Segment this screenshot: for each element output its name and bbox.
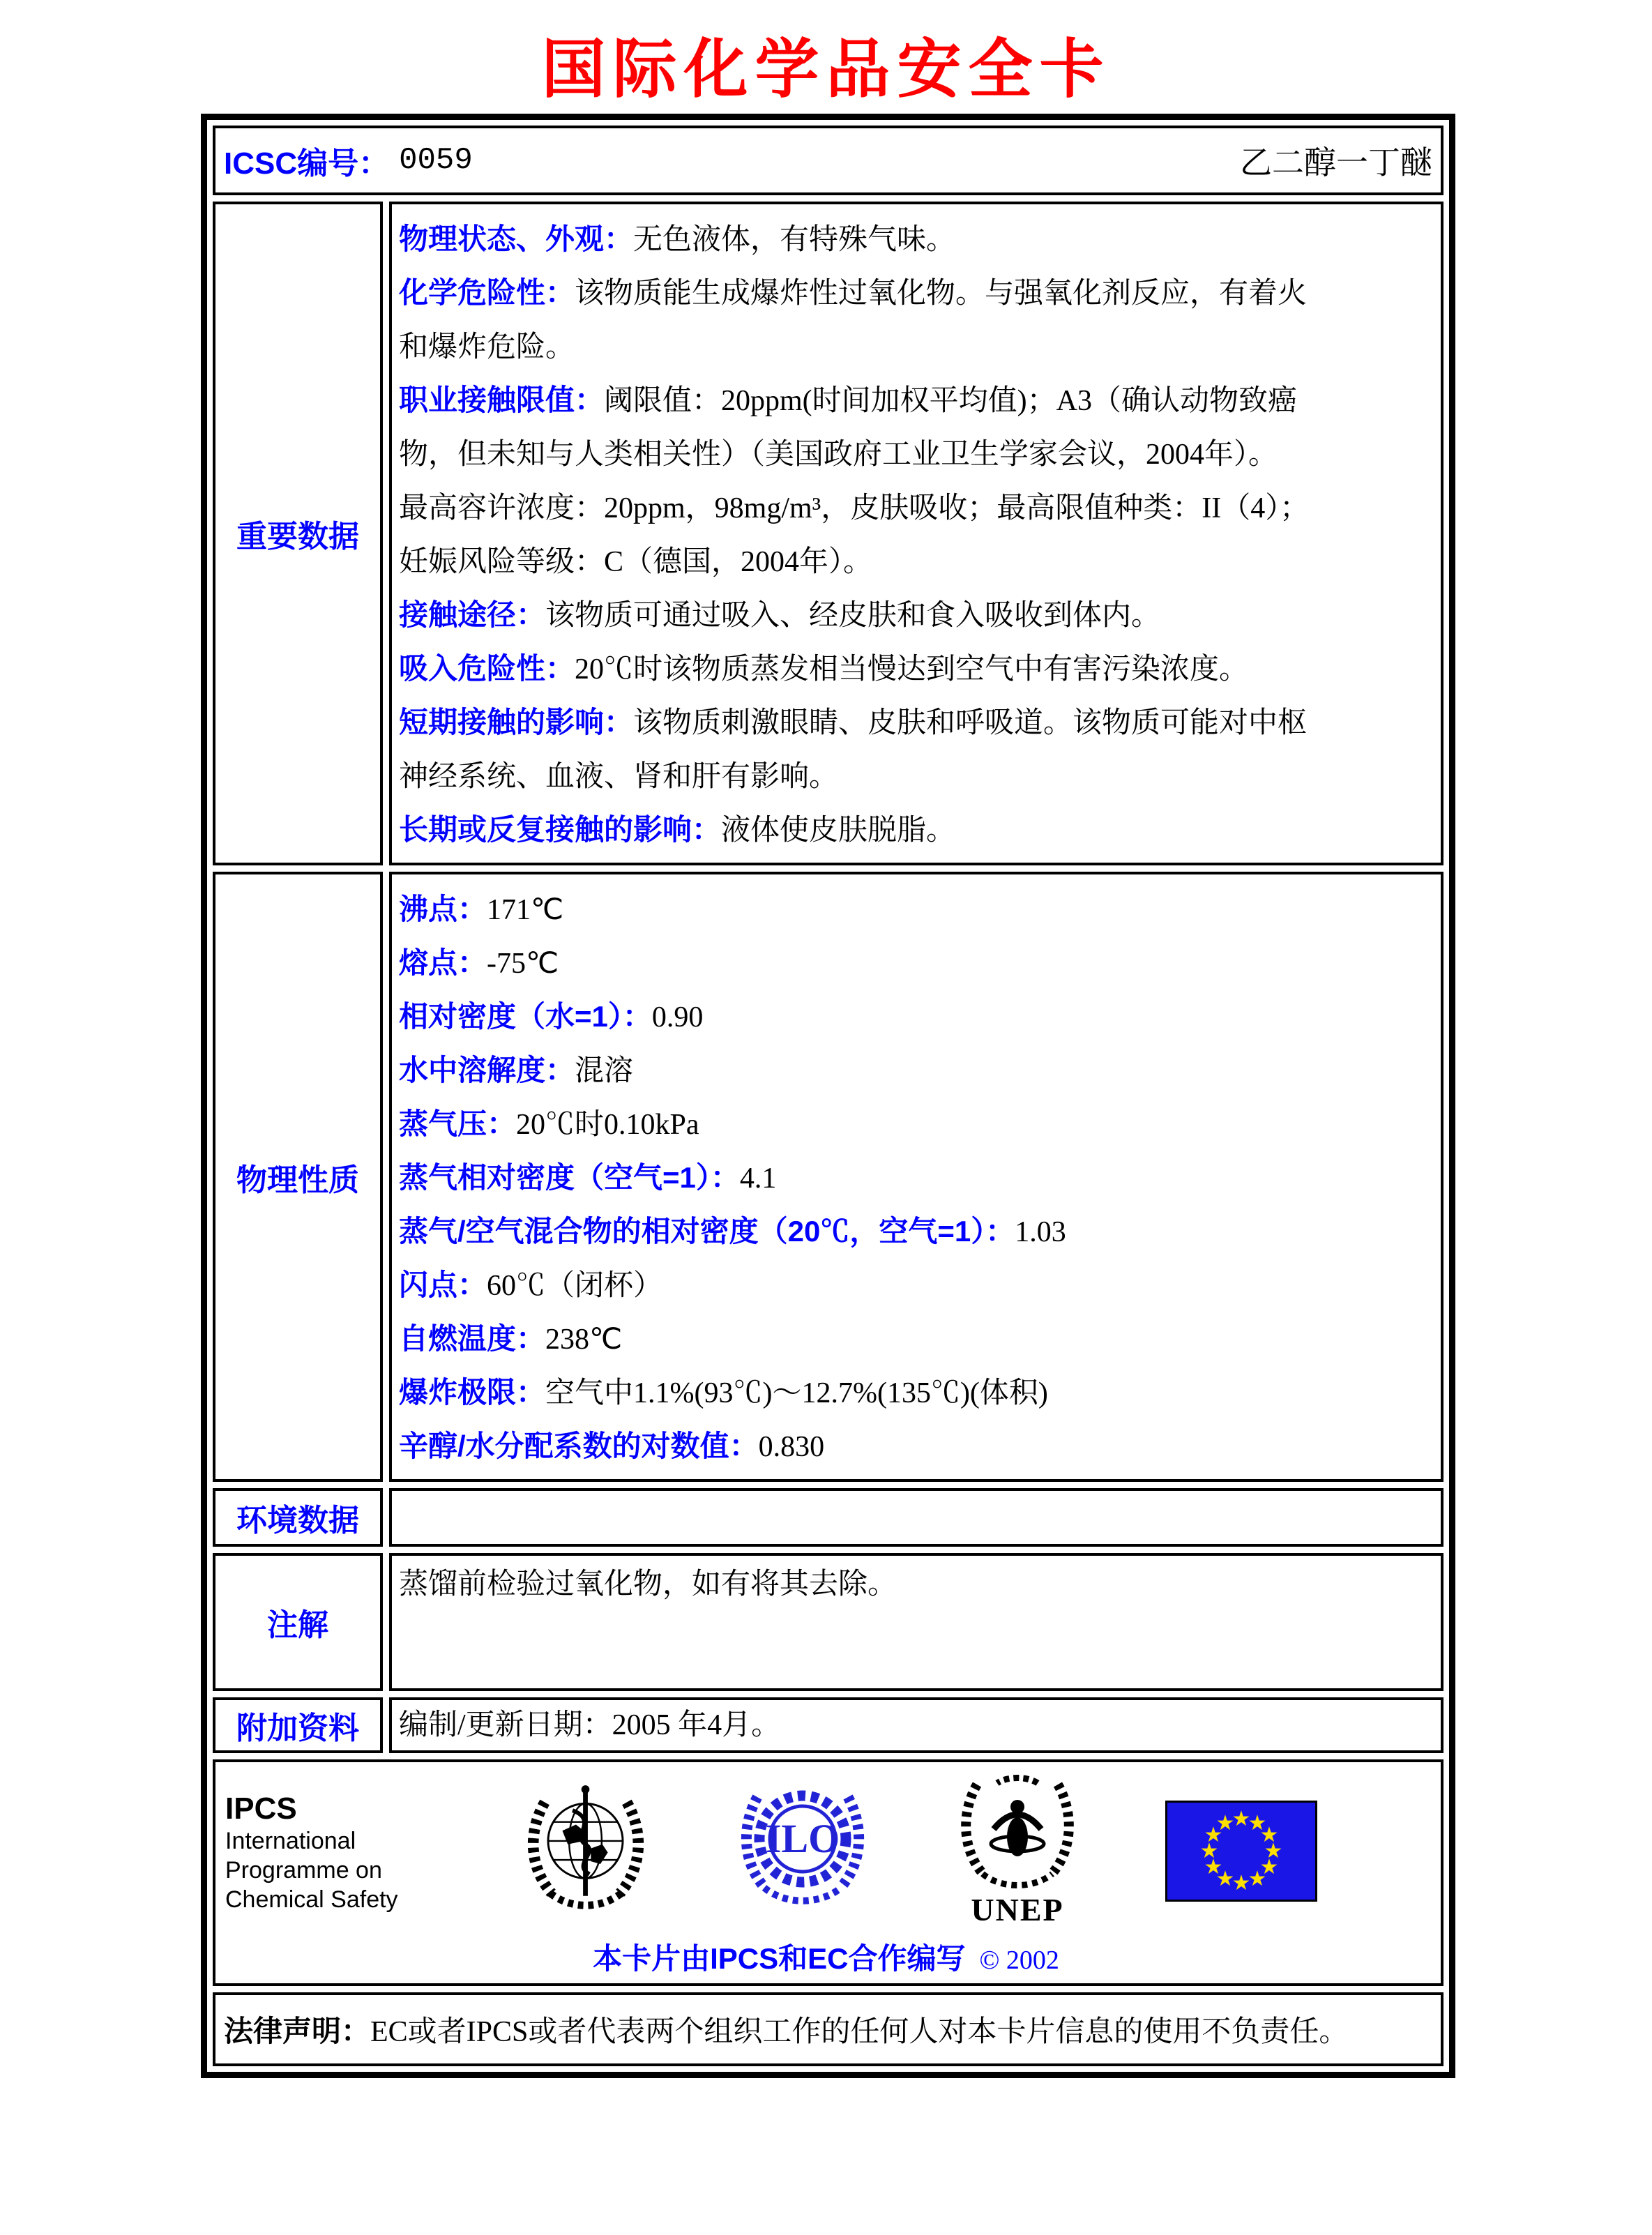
data-line [399,1420,1437,1473]
icsc-number-value: 0059 [399,143,473,178]
data-line [399,213,1437,266]
environment-data-text [392,1491,1441,1505]
substance-name: 乙二醇一丁醚 [1240,145,1432,181]
data-line [399,1098,1437,1151]
notes-side [213,1553,383,1691]
environment-data-row [213,1488,1443,1547]
field-value: 20℃时该物质蒸发相当慢达到空气中有害污染浓度。 [575,653,1249,685]
field-label: 蒸气/空气混合物的相对密度（20℃，空气=1）： [399,1215,1015,1248]
legal-notice-row [213,1992,1443,2066]
field-label: 自燃温度： [399,1322,546,1355]
svg-text:★: ★ [1232,1807,1251,1831]
field-value: 和爆炸危险。 [399,331,575,363]
field-value: 该物质可通过吸入、经皮肤和食入吸收到体内。 [545,600,1161,632]
field-label: 接触途径： [399,598,546,631]
field-value: 该物质能生成爆炸性过氧化物。与强氧化剂反应，有着火 [575,278,1308,310]
field-value: 物，但未知与人类相关性）（美国政府工业卫生学家会议，2004年）。 [399,439,1278,471]
addendum-row [213,1697,1443,1753]
svg-text:★: ★ [1232,1871,1251,1895]
data-line [399,374,1437,427]
environment-data-content [389,1488,1443,1547]
ipcs-subtitle-line: International [225,1827,356,1854]
icsc-number-label: ICSC编号： [224,146,390,181]
data-line [399,1205,1437,1259]
field-value: 阈限值：20ppm(时间加权平均值)；A3（确认动物致癌 [604,385,1297,417]
field-label: 熔点： [399,946,487,979]
svg-text:★: ★ [1259,1823,1279,1847]
field-value: 4.1 [739,1162,777,1195]
field-value: 空气中1.1%(93℃)～12.7%(135℃)(体积) [545,1377,1048,1409]
field-label: 沸点： [399,893,487,925]
copyright-text: © 2002 [979,1946,1059,1975]
field-label: 闪点： [399,1268,487,1301]
field-label: 爆炸极限： [399,1376,546,1409]
important-data-label: 重要数据 [236,520,359,554]
svg-text:★: ★ [1248,1811,1267,1835]
data-line [399,1044,1437,1098]
field-value: 最高容许浓度：20ppm，98mg/m³，皮肤吸收；最高限值种类：II（4）； [399,492,1310,524]
legal-notice-text: EC或者IPCS或者代表两个组织工作的任何人对本卡片信息的使用不负责任。 [370,2016,1349,2048]
ipcs-block [225,1791,434,1914]
field-value: 60℃（闭杯） [487,1270,663,1302]
header-row [213,126,1443,195]
field-label: 短期接触的影响： [399,706,634,738]
field-label: 辛醇/水分配系数的对数值： [399,1430,759,1462]
credit-text: 本卡片由IPCS和EC合作编写 [593,1942,966,1975]
field-label: 职业接触限值： [399,384,605,416]
svg-text:★: ★ [1215,1867,1235,1891]
eu-flag-icon [1165,1801,1317,1905]
physical-properties-content [389,872,1443,1482]
data-line [399,589,1437,642]
notes-label: 注解 [267,1608,328,1642]
field-value: -75℃ [487,948,559,980]
field-label: 蒸气压： [399,1107,517,1140]
data-line [399,266,1437,320]
data-line [399,1259,1437,1312]
field-value: 混溶 [575,1055,634,1087]
ilo-logo-icon [736,1780,869,1926]
organizations-row [213,1759,1443,1986]
field-value: 1.03 [1015,1216,1066,1248]
credit-line [225,1936,1427,1978]
svg-text:★: ★ [1259,1855,1279,1879]
svg-text:★: ★ [1248,1867,1267,1891]
data-line [399,990,1437,1044]
data-line [399,750,1437,803]
addendum-label: 附加资料 [236,1711,359,1745]
ilo-logo-text: ILO [766,1815,840,1861]
physical-properties-row [213,872,1443,1482]
environment-data-label: 环境数据 [236,1503,359,1538]
field-label: 吸入危险性： [399,652,575,685]
legal-notice-label: 法律声明： [224,2015,371,2047]
physical-properties-lines [392,874,1441,1479]
field-value: 神经系统、血液、肾和肝有影响。 [399,761,839,793]
data-line [399,1151,1437,1205]
data-line [399,1312,1437,1366]
data-line [399,320,1437,374]
addendum-text: 编制/更新日期：2005 年4月。 [399,1709,781,1741]
field-value: 该物质刺激眼睛、皮肤和呼吸道。该物质可能对中枢 [633,707,1308,739]
field-value: 0.830 [758,1431,825,1463]
svg-text:★: ★ [1204,1823,1223,1847]
addendum-content-box [389,1697,1443,1753]
field-label: 水中溶解度： [399,1054,575,1086]
data-line [399,535,1437,589]
field-value: 20℃时0.10kPa [516,1109,699,1141]
data-line [399,642,1437,696]
who-logo-icon [523,1783,649,1923]
notes-content-box [389,1553,1443,1691]
field-value: 0.90 [651,1001,704,1033]
ipcs-subtitle-line: Programme on [225,1856,382,1884]
data-line [399,803,1437,857]
physical-properties-label: 物理性质 [236,1162,359,1197]
ipcs-title: IPCS [225,1791,297,1826]
physical-properties-side [213,872,383,1482]
important-data-content [389,202,1443,865]
field-value: 妊娠风险等级：C（德国，2004年）。 [399,546,873,578]
field-label: 物理状态、外观： [399,222,634,255]
notes-text: 蒸馏前检验过氧化物，如有将其去除。 [399,1568,897,1600]
field-value: 无色液体，有特殊气味。 [633,224,956,256]
data-line [399,1366,1437,1420]
field-value: 液体使皮肤脱脂。 [721,815,956,847]
important-data-lines [392,204,1441,863]
field-label: 长期或反复接触的影响： [399,813,722,846]
data-line [399,696,1437,750]
field-label: 相对密度（水=1）： [399,1000,652,1033]
data-line [399,883,1437,937]
unep-logo-icon [957,1771,1077,1934]
addendum-side [213,1697,383,1753]
svg-text:★: ★ [1204,1855,1223,1879]
svg-text:★: ★ [1199,1839,1219,1863]
data-line [399,937,1437,990]
ipcs-subtitle-line: Chemical Safety [225,1886,398,1913]
field-label: 蒸气相对密度（空气=1）： [399,1161,740,1194]
field-value: 171℃ [487,894,564,926]
icsc-card [201,114,1455,2078]
important-data-row [213,202,1443,865]
data-line [399,481,1437,535]
svg-text:★: ★ [1264,1839,1283,1863]
svg-text:★: ★ [1215,1811,1235,1835]
data-line [399,427,1437,481]
unep-logo-text: UNEP [971,1892,1064,1927]
field-value: 238℃ [545,1324,623,1356]
page-title: 国际化学品安全卡 [541,31,1111,107]
organization-logos [434,1771,1427,1934]
notes-row [213,1553,1443,1691]
environment-data-side [213,1488,383,1547]
field-label: 化学危险性： [399,276,575,309]
important-data-side [213,202,383,865]
